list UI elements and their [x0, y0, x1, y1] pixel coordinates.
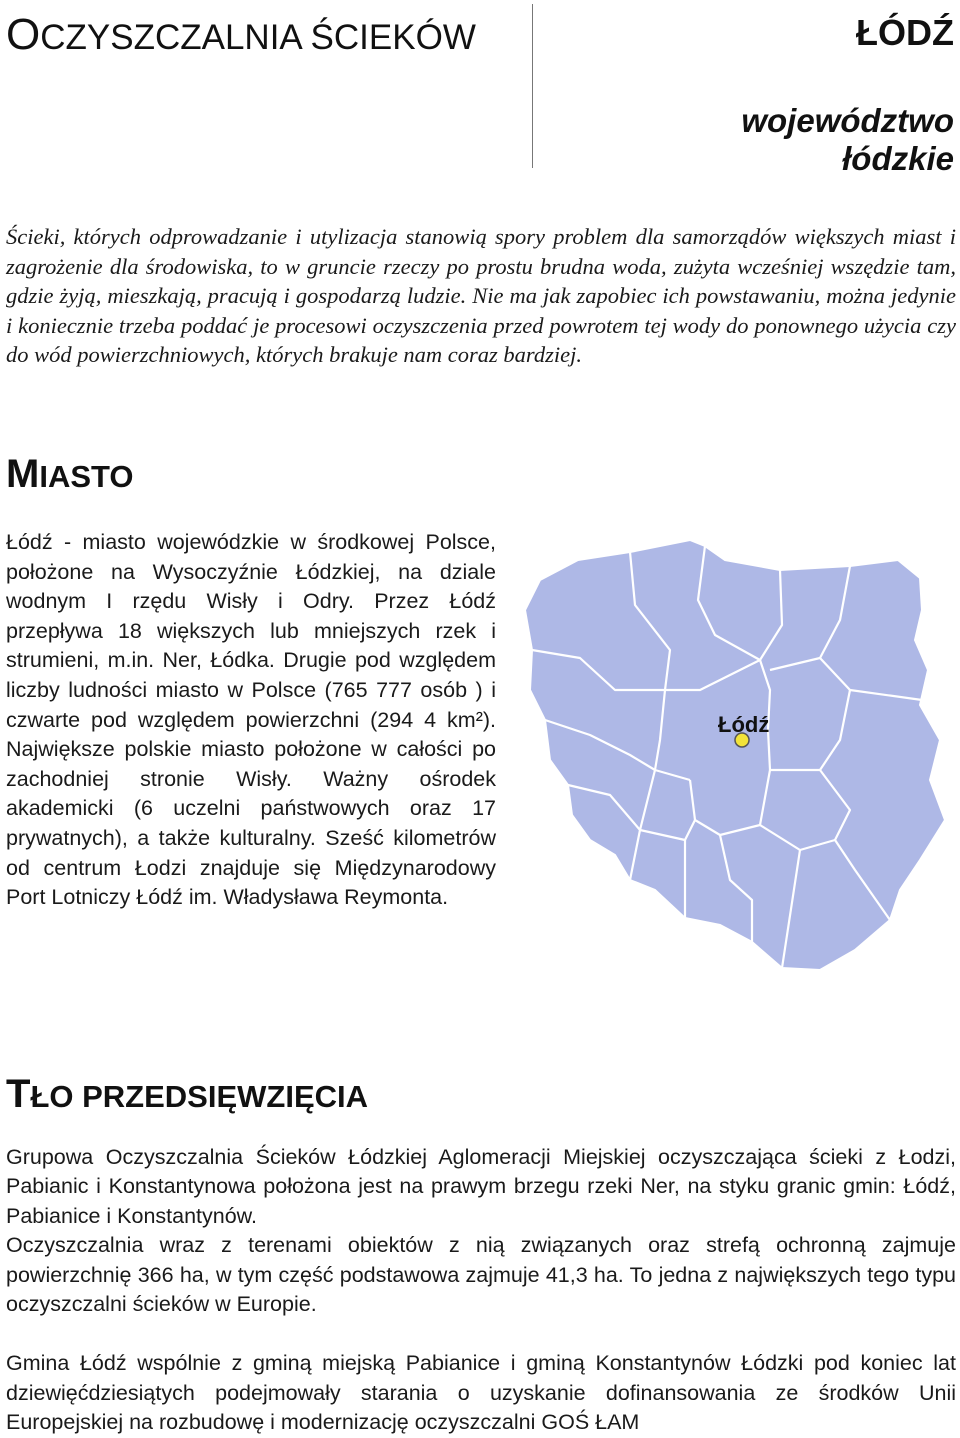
- document-title: [6, 10, 526, 70]
- map-city-label: Łódź: [718, 712, 770, 737]
- background-paragraph-1: Grupowa Oczyszczalnia Ścieków Łódzkiej Aglomeracji Miejskiej oczyszczająca ścieki z Łodzi, Pabianic i Konstantynowa położona jest na prawym brzegu rzeki Ner, na styku granic gmin: Łódź, Pabianice i Konstantynów.: [6, 1145, 956, 1228]
- background-paragraph-3: Gmina Łódź wspólnie z gminą miejską Pabianice i gminą Konstantynów Łódzki pod koniec lat dziewięćdziesiątych podejmowały starania o uzyskanie dofinansowania ze środków Unii Europejskiej na rozbudowę i modernizację oczyszczalni GOŚ ŁAM: [6, 1351, 956, 1435]
- poland-outline: [525, 540, 945, 970]
- background-section: [6, 1143, 956, 1438]
- title-rest: CZYSZCZALNIA ŚCIEKÓW: [40, 18, 476, 57]
- section-title-tlo: TŁO PRZEDSIĘWZIĘCIA: [6, 1072, 369, 1116]
- location-block: [554, 12, 954, 178]
- voivodeship-line1: województwo: [741, 102, 954, 139]
- city-name: ŁÓDŹ: [856, 12, 954, 53]
- title-initial: O: [6, 10, 41, 59]
- section-title-miasto: MIASTO: [6, 452, 134, 496]
- poland-map: [520, 540, 960, 980]
- intro-paragraph: Ścieki, których odprowadzanie i utylizacja stanowią spory problem dla samorządów większych miast i zagrożenie dla środowiska, to w gruncie rzeczy po prostu brudna woda, zużyta wcześniej wszędzie tam, gdzie żyją, mieszkają, pracują i gospodarzą ludzie. Nie ma jak zapobiec ich powstawaniu, można jedynie i koniecznie trzeba poddać je procesowi oczyszczenia przed powrotem tej wody do ponownego użycia czy do wód powierzchniowych, których brakuje nam coraz bardziej.: [6, 224, 956, 368]
- background-paragraph-2: Oczyszczalnia wraz z terenami obiektów z nią związanych oraz strefą ochronną zajmuje powierzchnię 366 ha, w tym część podstawowa zajmuje 41,3 ha. To jedna z największych tego typu oczyszczalni ścieków w Europie.: [6, 1233, 956, 1317]
- city-description: [6, 528, 496, 913]
- city-description-text: Łódź - miasto wojewódzkie w środkowej Polsce, położone na Wysoczyźnie Łódzkiej, na dziale wodnym I rzędu Wisły i Odry. Przez Łódź przepływa 18 większych lub mniejszych rzek i strumieni, m.in. Ner, Łódka. Drugie pod względem liczby ludności miasto w Polsce (765 777 osób ) i czwarte pod względem powierzchni (294 4 km²). Największe polskie miasto położone w całości po zachodniej stronie Wisły. Ważny ośrodek akademicki (6 uczelni państwowych oraz 17 prywatnych), a także kulturalny. Sześć kilometrów od centrum Łodzi znajduje się Międzynarodowy Port Lotniczy Łódź im. Władysława Reymonta.: [6, 530, 496, 910]
- voivodeship-line2: łódzkie: [842, 140, 954, 177]
- header-divider: [532, 4, 533, 168]
